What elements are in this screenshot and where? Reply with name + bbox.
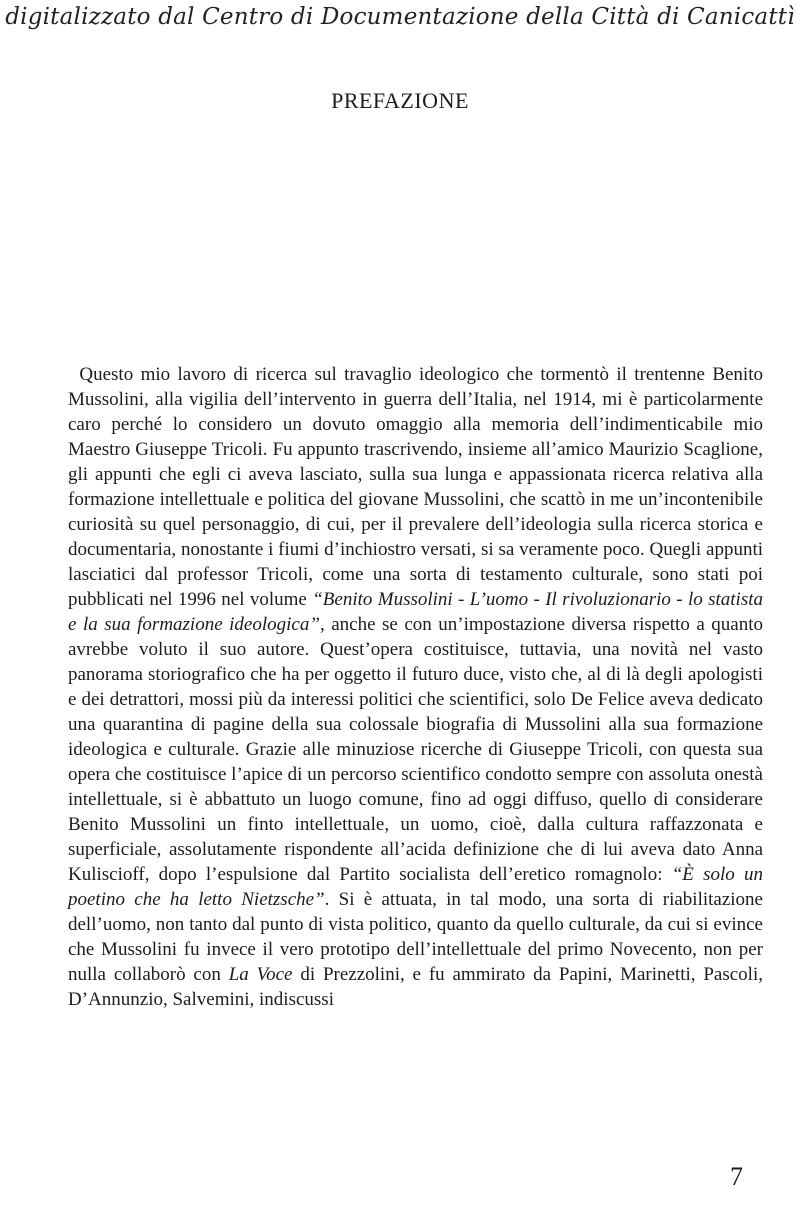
kuliscioff-quote: “È solo un poetino che ha letto Nietzsche” bbox=[68, 864, 763, 910]
paragraph-text bbox=[68, 362, 763, 1012]
page-title: PREFAZIONE bbox=[331, 88, 469, 113]
text-segment: Questo mio lavoro di ricerca sul travaglio ideologico che tormentò il trentenne Benito Mussolini, alla vigilia dell’intervento in guerra dell’Italia, nel 1914, mi è particolarmente caro perché lo considero un dovuto omaggio alla memoria dell’indimenticabile mio Maestro Giuseppe Tricoli. Fu appunto trascrivendo, insieme all’amico Maurizio Scaglione, gli appunti che egli ci aveva lasciato, sulla sua lunga e appassionata ricerca relativa alla formazione intellettuale e politica del giovane Mussolini, che scattò in me un’incontenibile curiosità su quel personaggio, di cui, per il prevalere dell’ideologia sulla ricerca storica e documentaria, nonostante i fiumi d’inchiostro versati, si sa veramente poco. Quegli appunti lasciatici dal professor Tricoli, come una sorta di testamento culturale, sono stati poi pubblicati nel 1996 nel volume bbox=[68, 364, 763, 610]
digitization-watermark: digitalizzato dal Centro di Documentazione della Città di Canicattì bbox=[5, 4, 795, 30]
text-segment: di Prezzolini, e fu ammirato da Papini, Marinetti, Pascoli, D’Annunzio, Salvemini, indiscussi bbox=[68, 964, 763, 1010]
text-segment: , anche se con un’impostazione diversa rispetto a quanto avrebbe voluto il suo autore. Quest’opera costituisce, tuttavia, una novità nel vasto panorama storiografico che ha per oggetto il futuro duce, visto che, al di là degli apologisti e dei detrattori, mossi più da interessi politici che scientifici, solo De Felice aveva dedicato una quarantina di pagine della sua colossale biografia di Mussolini alla sua formazione ideologica e culturale. Grazie alle minuziose ricerche di Giuseppe Tricoli, con questa sua opera che costituisce l’apice di un percorso scientifico condotto sempre con assoluta onestà intellettuale, si è abbattuto un luogo comune, fino ad oggi diffuso, quello di considerare Benito Mussolini un finto intellettuale, un uomo, cioè, dalla cultura raffazzonata e superficiale, assolutamente rispondente all’acida definizione che di lui aveva dato Anna Kuliscioff, dopo l’espulsione dal Partito socialista dell’eretico romagnolo: bbox=[68, 614, 763, 885]
preface-paragraph bbox=[68, 362, 763, 1012]
book-title-citation: “Benito Mussolini - L’uomo - Il rivoluzionario - lo statista e la sua formazione ideologica” bbox=[68, 589, 763, 635]
page-number: 7 bbox=[730, 1162, 743, 1191]
la-voce-citation: La Voce bbox=[228, 964, 293, 985]
text-segment: . Si è attuata, in tal modo, una sorta di riabilitazione dell’uomo, non tanto dal punto di vista politico, quanto da quello culturale, da cui si evince che Mussolini fu invece il vero prototipo dell’intellettuale del primo Novecento, non per nulla collaborò con bbox=[68, 889, 763, 985]
